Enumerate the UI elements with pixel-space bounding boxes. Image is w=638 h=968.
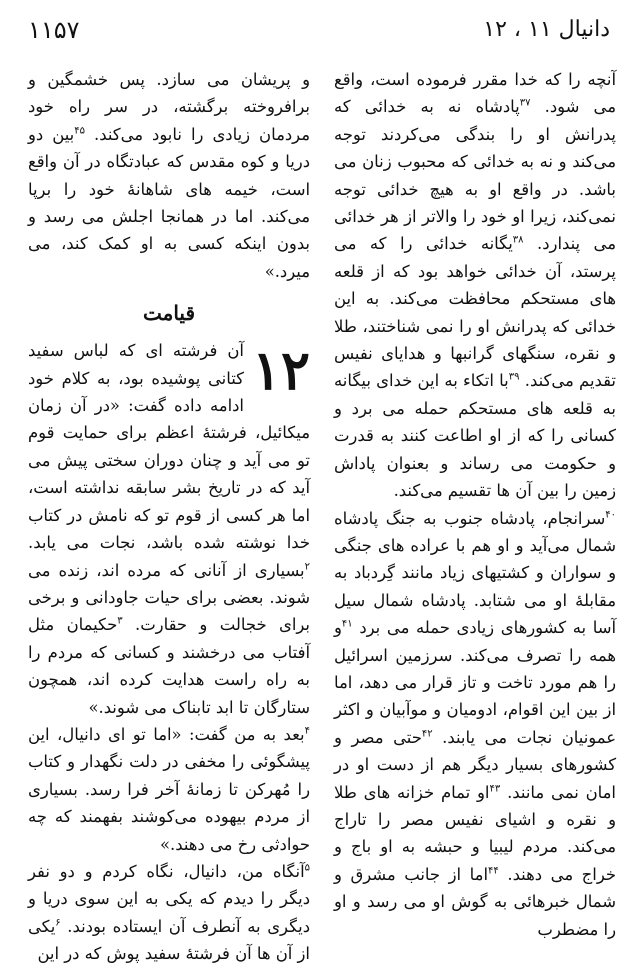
verse-number: ۴۳ bbox=[489, 783, 501, 795]
left-column bbox=[28, 66, 310, 968]
verse-text: بسیاری از آنانی که مرده اند، زنده می شوند. بعضی برای حیات جاودانی و برخی برای خجالت و حقارت. bbox=[28, 560, 310, 635]
verse-number: ۴۴ bbox=[488, 865, 499, 877]
verse-text: او تمام خزانه های طلا و نقره و اشیای نفیس مصر را تاراج می‌کند. مردم لیبیا و حبشه به او باج و خراج می دهند. bbox=[334, 782, 616, 884]
verse-number: ۴۰ bbox=[605, 509, 616, 521]
verse-text: حکیمان مثل آفتاب می درخشند و کسانی که مردم را به راه راست هدایت کرده اند، همچون ستارگان تا ابد تابناک می شوند.» bbox=[28, 615, 310, 717]
chapter-block bbox=[28, 337, 310, 967]
verse-paragraph bbox=[334, 505, 616, 944]
verse-text: و پریشان می سازد. پس خشمگین و برافروخته برگشته، در سر راه خود مردمان زیادی را نابود می‌کند. bbox=[28, 70, 310, 144]
verse-text: سرانجام، پادشاه جنوب به جنگ پادشاه شمال می‌آید و او هم با عراده های جنگی و سواران و کشتیهای زیاد مانند گِردباد به مقابلهٔ او می شتابد. پادشاه شمال سیل آسا به کشورهای زیادی حمله می برد bbox=[334, 508, 616, 638]
verse-paragraph bbox=[28, 66, 310, 285]
verse-number: ۳ bbox=[117, 615, 123, 627]
verse-text: با اتکاء به این خدای بیگانه به قلعه های مستحکم حمله می برد و کسانی را که از او اطاعت کنند به قدرت و حکومت می رساند و بعنوان پاداش زمین را بین آن ها تقسیم می‌کند. bbox=[334, 371, 616, 501]
verse-text: بین دو دریا و کوه مقدس که عبادتگاه در آن واقع است، خیمه های شاهانهٔ خود را برپا می‌کند. اما در همانجا اجلش می رسد و بدون اینکه کسی به او کمک کند، می میرد.» bbox=[28, 124, 310, 281]
running-head: دانیال ۱۱ ، ۱۲ bbox=[483, 17, 610, 42]
verse-number: ۲ bbox=[304, 561, 310, 573]
verse-number: ۳۹ bbox=[508, 372, 520, 383]
verse-paragraph bbox=[28, 858, 310, 968]
section-title: قیامت bbox=[142, 301, 196, 326]
verse-number: ۵ bbox=[304, 862, 310, 874]
verse-number: ۳۷ bbox=[519, 97, 531, 109]
verse-text: حتی مصر و کشورهای بسیار دیگر هم از دست او در امان نمی مانند. bbox=[334, 727, 616, 802]
chapter-number: ۱۲ bbox=[251, 338, 310, 403]
verse-number: ۴۱ bbox=[341, 618, 353, 630]
right-column bbox=[334, 66, 616, 943]
verse-text: آن فرشته ای که لباس سفید کتانی پوشیده بود، به کلام خود ادامه داده گفت: «در آن زمان میکائیل، فرشتهٔ اعظم برای حمایت قوم تو می آید و چنان دوران سختی پیش می آید که در تاریخ بشر سابقه نداشته است، اما هر کسی از قوم تو که نامش در کتاب خدا نوشته شده باشد، نجات می یابد. bbox=[28, 341, 310, 553]
verse-text: آنگاه من، دانیال، نگاه کردم و دو نفر دیگر را دیدم که یکی به این سوی دریا و دیگری به آنطرف آن ایستاده بودند. bbox=[28, 861, 310, 936]
verse-text: یکی از آن ها آن فرشتهٔ سفید پوش که در این bbox=[28, 916, 310, 964]
page-header bbox=[28, 14, 610, 48]
verse-number: ۴۵ bbox=[74, 125, 85, 137]
verse-number: ۴ bbox=[304, 725, 310, 737]
verse-text: و همه را تصرف می‌کند. سرزمین اسرائیل را هم مورد تاخت و تاز قرار می دهد، اما از بین این اقوام، ادومیان و موآبیان و اکثر عمونیان نجات می یابند. bbox=[334, 618, 616, 747]
verse-text: یگانه خدائی را که می پرستد، آن خدائی خواهد بود که از قلعه های مستحکم محافظت می‌کند. به این خدائی که پدرانش او را نمی شناختند، طلا و نقره، سنگهای گرانبها و هدایای نفیس تقدیم می‌کند. bbox=[334, 234, 616, 391]
verse-text: بعد به من گفت: «اما تو ای دانیال، این پیشگوئی را مخفی در دلت نگهدار و کتاب را مُهرکن تا زمانهٔ آخر فرا رسد. بسیاری از مردم بیهوده می‌کوشند بفهمند که چه حوادثی رخ می دهند.» bbox=[28, 724, 310, 854]
verse-number: ۶ bbox=[55, 917, 61, 929]
verse-text: اما از جانب مشرق و شمال خبرهائی به گوش او می رسد و او را مضطرب bbox=[334, 864, 616, 939]
verse-paragraph bbox=[28, 721, 310, 858]
verse-paragraph bbox=[334, 66, 616, 505]
verse-number: ۳۸ bbox=[512, 234, 524, 246]
verse-text: آنچه را که خدا مقرر فرموده است، واقع می شود. bbox=[334, 70, 616, 117]
page-number: ۱۱۵۷ bbox=[28, 16, 80, 44]
verse-number: ۴۲ bbox=[421, 728, 433, 740]
verse-text: پادشاه نه به خدائی که پدرانش او را بندگی می‌کردند توجه می‌کند و نه به خدائی که محبوب زنان می باشد. در واقع او به هیچ خدائی توجه نمی‌کند، زیرا او خود را والاتر از هر خدائی می پندارد. bbox=[334, 97, 617, 254]
